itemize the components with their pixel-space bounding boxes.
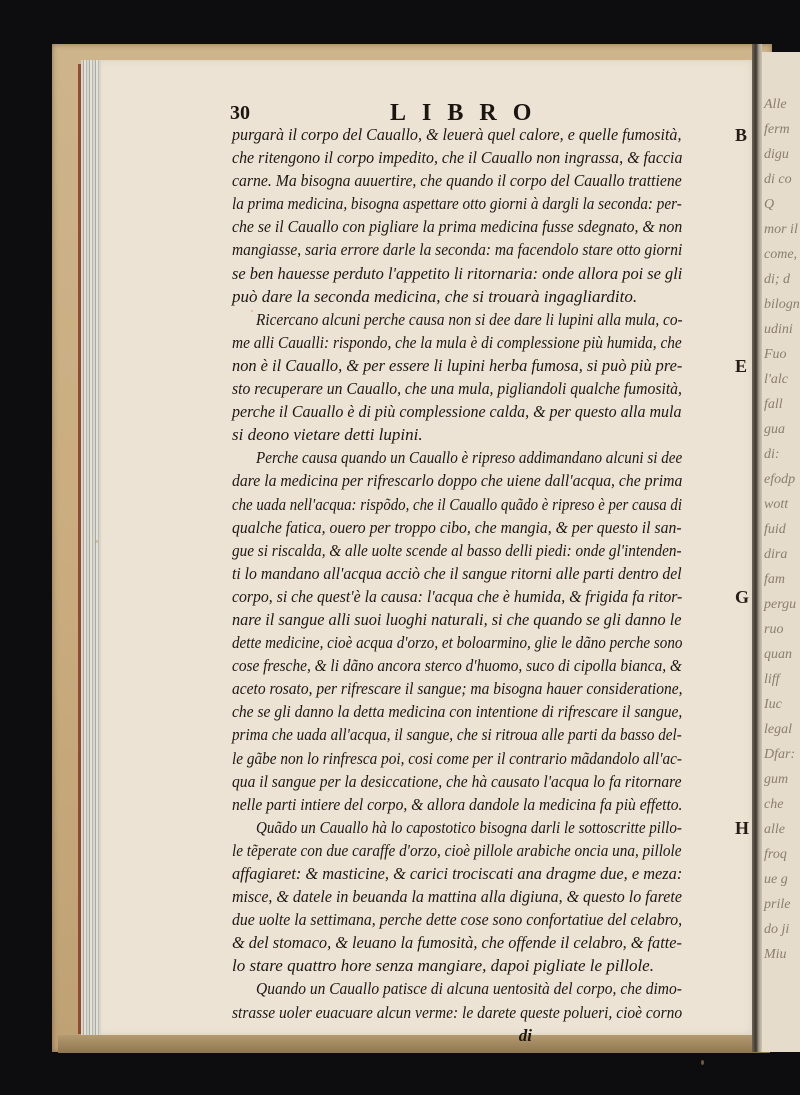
text-line: non è il Cauallo, & per essere li lupini herba fumosa, si può più pre- xyxy=(232,355,683,375)
text-line: strasse uoler euacuare alcun verme: le darete queste polueri, cioè corno xyxy=(232,1002,683,1022)
text-line: che uada nell'acqua: rispõdo, che il Cauallo quãdo è ripreso è per causa di xyxy=(232,494,682,514)
text-line: ti lo mandano all'acqua acciò che il sangue ritorni alle parti dentro del xyxy=(232,563,682,583)
text-line: prima che uada all'acqua, il sangue, che si ritroua alle parti da basso del- xyxy=(232,725,682,745)
text-line: nare il sangue alli suoi luoghi naturali, si che quando se gli danno le xyxy=(232,609,682,629)
text-line: cose fresche, & li dãno ancora sterco d'huomo, suco di cipolla bianca, & xyxy=(232,656,682,676)
text-line: qualche fatica, ouero per troppo cibo, che mangia, & per questo il san- xyxy=(232,517,682,537)
text-line: che se il Cauallo con pigliare la prima medicina fusse sdegnato, & non xyxy=(232,217,683,237)
text-line: Quando un Cauallo patisce di alcuna uentosità del corpo, che dimo- xyxy=(256,979,682,999)
text-line: corpo, si che quest'è la causa: l'acqua che è humida, & frigida fa ritor- xyxy=(232,586,683,606)
text-line: mangiasse, saria errore darle la seconda: ma facendolo stare otto giorni xyxy=(232,240,683,260)
text-line: Ricercano alcuni perche causa non si dee dare li lupini alla mula, co- xyxy=(256,309,683,329)
facing-page-text: Alle ferm digu di co Q mor il come, di; d bilogn udini Fuo l'alc fall gua di: efodp wott fuid dira fam pergu ruo quan liff Iuc legal Dfar: gum che alle froq ue g prile do ji Miu xyxy=(764,97,800,962)
text-line: & del stomaco, & leuano la fumosità, che offende il celabro, & fatte- xyxy=(232,933,682,953)
text-line: qua il sangue per la desiccatione, che hà causato l'acqua lo fa ritornare xyxy=(232,771,682,791)
page-number: 30 xyxy=(230,102,250,124)
signature-mark: H xyxy=(735,818,750,838)
signature-mark: G xyxy=(735,587,750,607)
running-title: LIBRO xyxy=(390,100,548,126)
text-line: può dare la seconda medicina, che si trouarà ingagliardito. xyxy=(232,286,638,306)
body-text xyxy=(232,123,682,1047)
text-line: purgarà il corpo del Cauallo, & leuerà quel calore, e quelle fumosità, xyxy=(232,125,682,144)
text-line: che se gli danno la detta medicina con intentione di rifrescare il sangue, xyxy=(232,702,683,722)
text-line: sto recuperare un Cauallo, che una mula, pigliandoli qualche fumosità, xyxy=(232,379,682,399)
text-line: perche il Cauallo è di più complessione calda, & per questo alla mula xyxy=(232,402,682,422)
text-line: la prima medicina, bisogna aspettare otto giorni à dargli la seconda: per- xyxy=(232,194,682,214)
facing-page-edge xyxy=(762,52,800,1052)
text-line: Perche causa quando un Cauallo è ripreso addimandano alcuni si dee xyxy=(256,448,683,468)
text-line: aceto rosato, per rifrescare il sangue; ma bisogna hauer consideratione, xyxy=(232,679,683,699)
text-line: due uolte la settimana, perche dette cose sono confortatiue del celabro, xyxy=(232,910,683,930)
text-line: che ritengono il corpo impedito, che il Cauallo non ingrassa, & faccia xyxy=(232,148,683,168)
text-line: me alli Caualli: rispondo, che la mula è di complessione più humida, che xyxy=(232,332,682,352)
text-line: le tẽperate con due caraffe d'orzo, cioè pillole arabiche oncia una, pillole xyxy=(232,840,682,860)
text-line: nelle parti intiere del corpo, & allora dandole la medicina fa più effetto. xyxy=(232,794,683,814)
text-line: affagiaret: & masticine, & carici trociscati ana dragme due, e meza: xyxy=(232,864,683,883)
text-line: misce, & datele in beuanda la mattina alla digiuna, & questo lo farete xyxy=(232,887,682,907)
text-line: si deono vietare detti lupini. xyxy=(232,425,423,445)
catchword: di xyxy=(518,1025,532,1045)
text-line: carne. Ma bisogna auuertire, che quando il corpo del Cauallo trattiene xyxy=(232,171,682,191)
page-stack-edges xyxy=(81,60,101,1035)
text-line: dare la medicina per rifrescarlo doppo che uiene dall'acqua, che prima xyxy=(232,471,683,491)
text-line: dette medicine, cioè acqua d'orzo, et boloarmino, glie le dãno perche sono xyxy=(232,633,683,653)
book-gutter xyxy=(752,44,762,1052)
text-line: se ben hauesse perduto l'appetito li ritornaria: onde allora poi se gli xyxy=(232,263,683,283)
text-line: lo stare quattro hore senza mangiare, dapoi pigliate le pillole. xyxy=(232,956,654,976)
text-line: gue si riscalda, & alle uolte scende al basso delli piedi: onde gl'intenden- xyxy=(232,540,682,560)
text-line: Quãdo un Cauallo hà lo capostotico bisogna darli le sottoscritte pillo- xyxy=(256,817,682,837)
signature-mark: E xyxy=(735,356,748,376)
text-line: le gãbe non lo rinfresca poi, cosi come per il contrario mãdandolo all'ac- xyxy=(232,748,683,768)
signature-mark: B xyxy=(735,125,748,145)
